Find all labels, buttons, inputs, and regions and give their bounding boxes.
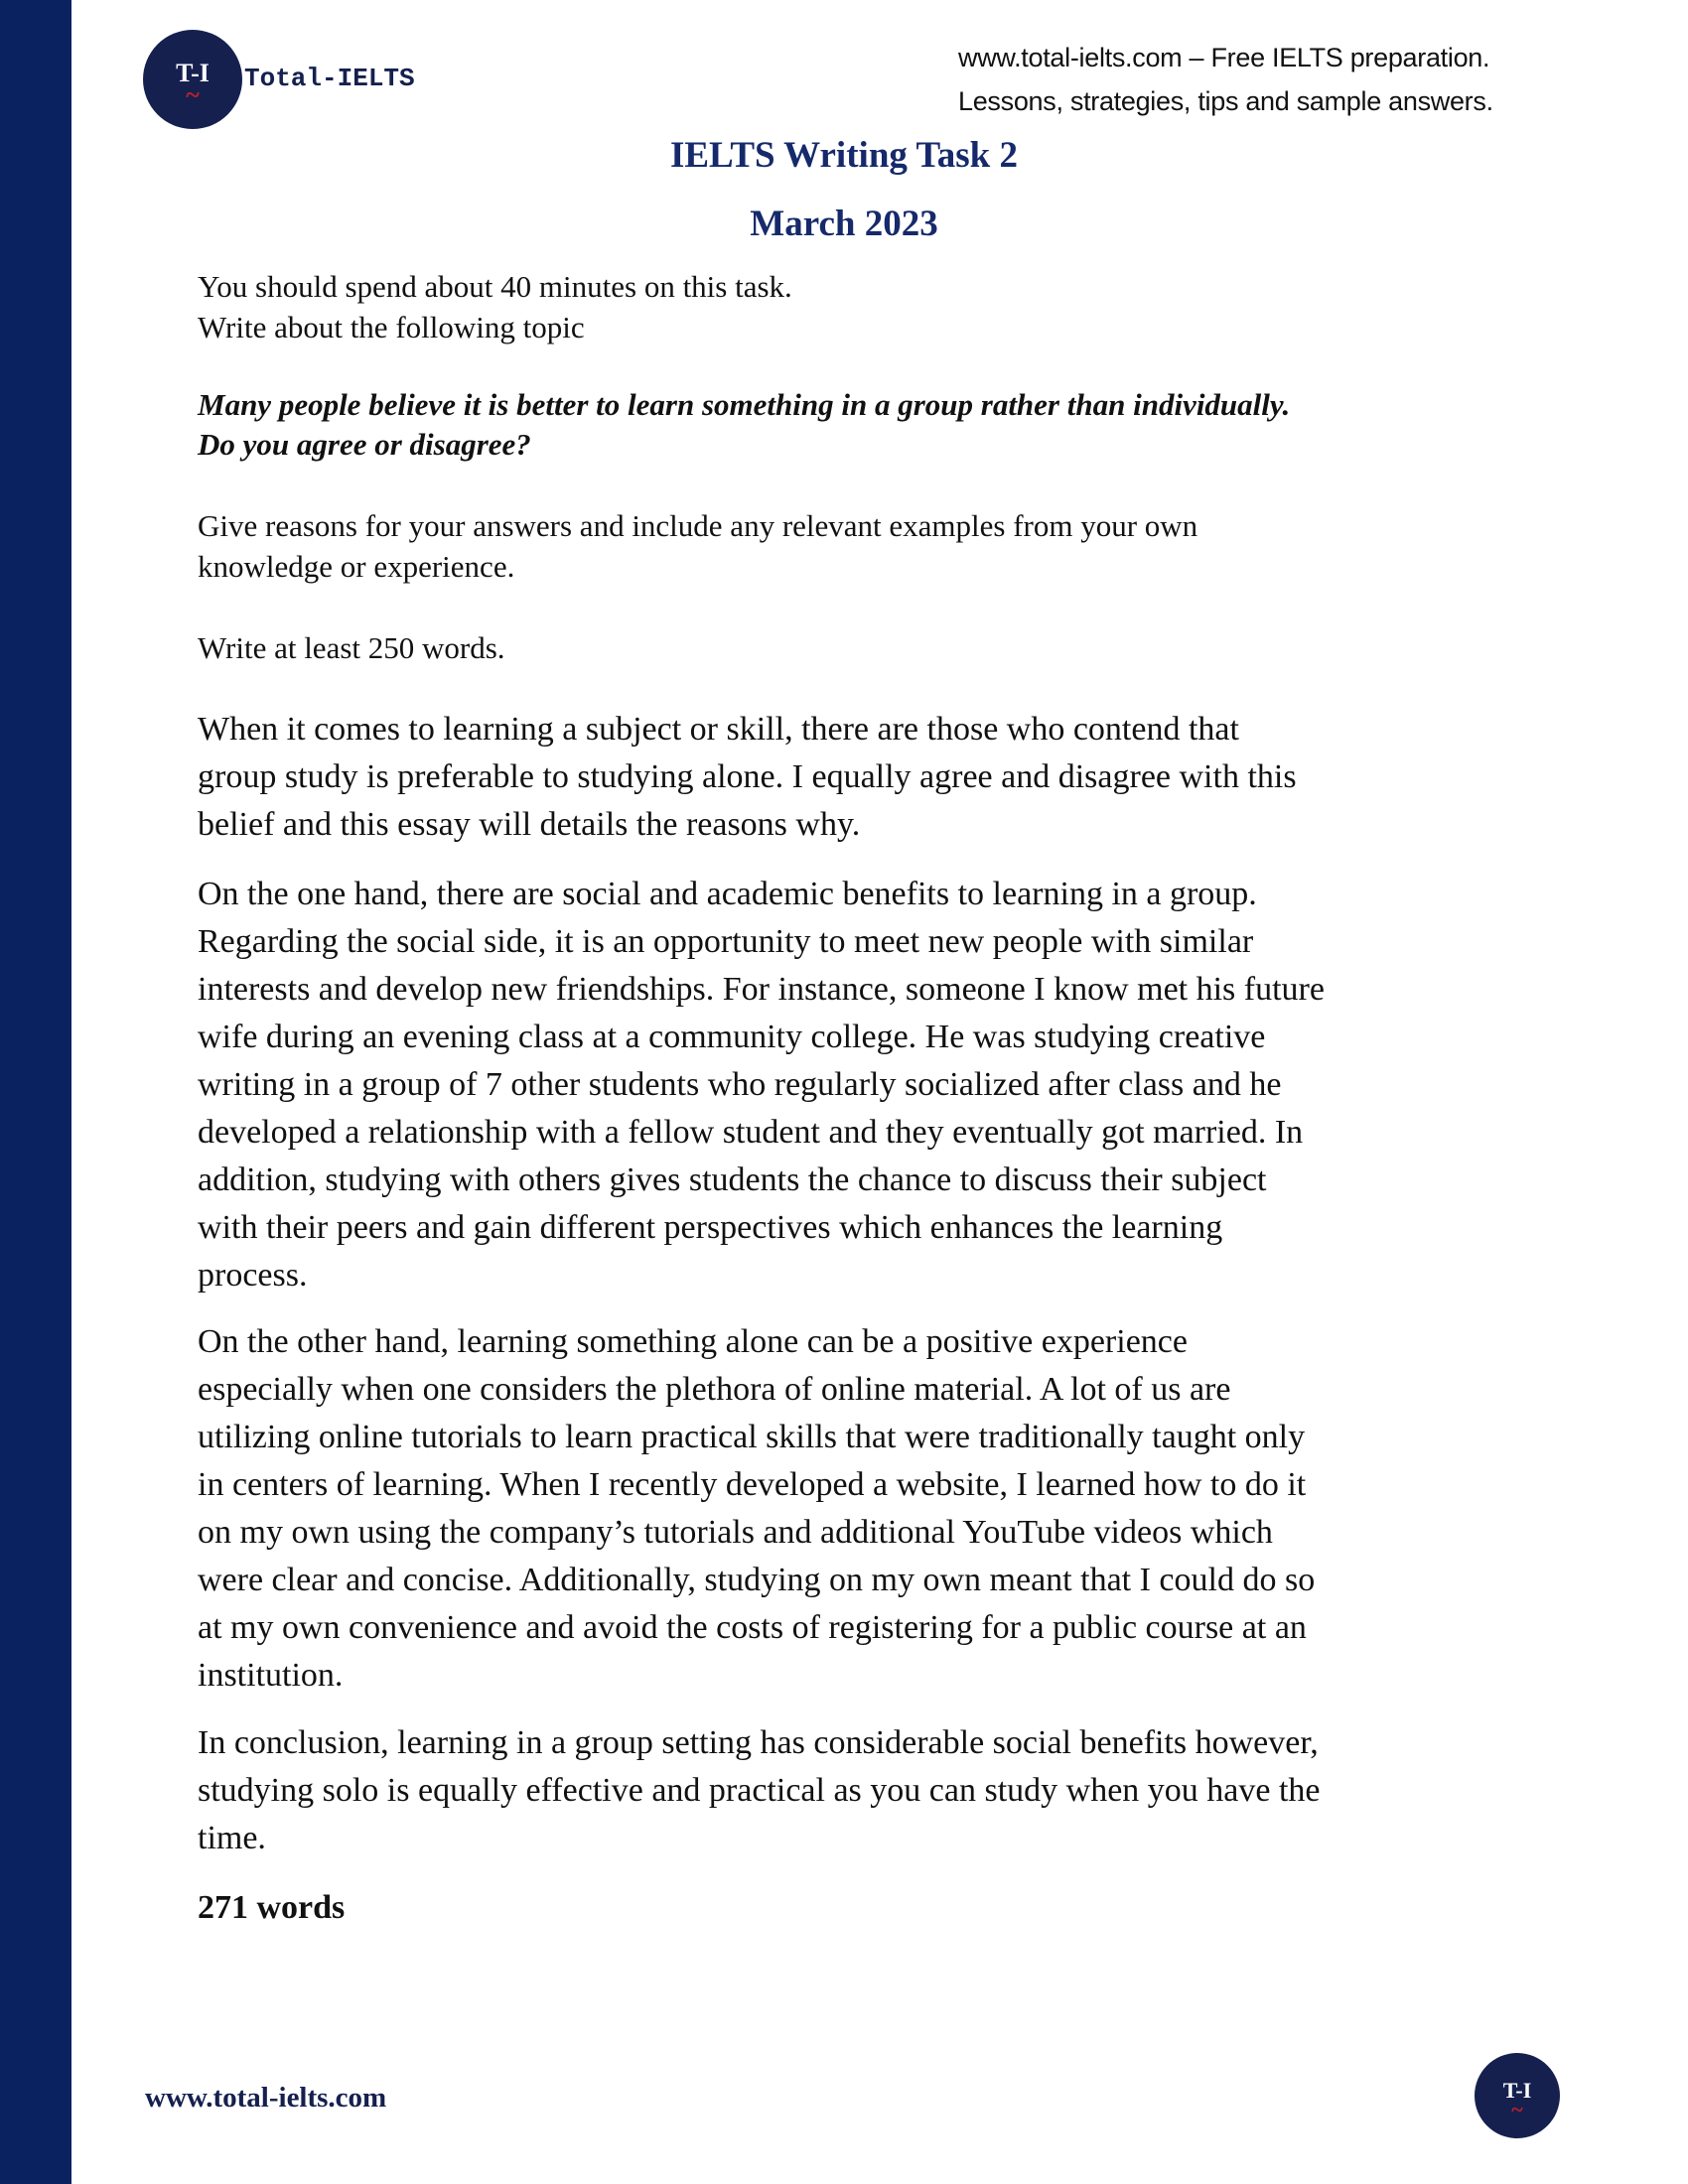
page-title: IELTS Writing Task 2 <box>669 135 1018 176</box>
footer-logo-text: T-I <box>1502 2077 1532 2103</box>
footer-logo <box>1475 2053 1560 2138</box>
text-line: Give reasons for your answers and include any relevant examples from your own <box>198 508 1198 543</box>
text-line: were clear and concise. Additionally, studying on my own meant that I could do so <box>198 1562 1316 1598</box>
text-line: Regarding the social side, it is an opportunity to meet new people with similar <box>198 923 1254 960</box>
text-line: at my own convenience and avoid the costs of registering for a public course at an <box>198 1609 1307 1646</box>
text-line: developed a relationship with a fellow student and they eventually got married. In <box>198 1114 1304 1151</box>
give-reasons <box>198 505 1197 587</box>
text-line: studying solo is equally effective and practical as you can study when you have the <box>198 1772 1321 1809</box>
footer-url-link[interactable]: www.total-ielts.com <box>145 2082 387 2114</box>
text-line: group study is preferable to studying alone. I equally agree and disagree with this <box>198 758 1297 795</box>
text-line: on my own using the company’s tutorials and additional YouTube videos which <box>198 1514 1273 1551</box>
text-line: time. <box>198 1820 266 1856</box>
text-line: knowledge or experience. <box>198 549 515 584</box>
essay-paragraph-2 <box>198 871 1325 1299</box>
brand-name: Total-IELTS <box>244 64 415 93</box>
text-line: 271 words <box>198 1889 346 1926</box>
essay-paragraph-4 <box>198 1719 1321 1862</box>
text-line: institution. <box>198 1657 344 1694</box>
header-tagline-1: www.total-ielts.com – Free IELTS preparation. <box>958 43 1490 72</box>
text-line: in centers of learning. When I recently developed a website, I learned how to do it <box>198 1466 1307 1503</box>
text-line: writing in a group of 7 other students who regularly socialized after class and he <box>198 1066 1282 1103</box>
text-line: addition, studying with others gives students the chance to discuss their subject <box>198 1161 1267 1198</box>
text-line: Write at least 250 words. <box>198 630 505 665</box>
text-line: Do you agree or disagree? <box>198 427 531 462</box>
text-line: Many people believe it is better to learn something in a group rather than individually. <box>198 387 1291 422</box>
text-line: interests and develop new friendships. For instance, someone I know met his future <box>198 971 1325 1008</box>
page-date: March 2023 <box>750 204 938 244</box>
logo-tilde-icon: ~ <box>1511 2096 1523 2121</box>
total-ielts-logo <box>143 30 242 129</box>
min-words <box>198 627 505 668</box>
text-line: especially when one considers the plethora of online material. A lot of us are <box>198 1371 1231 1408</box>
question <box>198 385 1290 465</box>
header-tagline-2: Lessons, strategies, tips and sample answers. <box>958 86 1493 116</box>
text-line: belief and this essay will details the reasons why. <box>198 806 861 843</box>
instructions <box>198 266 792 347</box>
text-line: with their peers and gain different perspectives which enhances the learning <box>198 1209 1223 1246</box>
text-line: On the one hand, there are social and academic benefits to learning in a group. <box>198 876 1257 912</box>
logo-text: T-I <box>176 58 210 87</box>
text-line: When it comes to learning a subject or skill, there are those who contend that <box>198 711 1239 748</box>
text-line: You should spend about 40 minutes on this task. <box>198 269 792 304</box>
word-count <box>198 1884 345 1932</box>
left-sidebar-bar <box>0 0 71 2184</box>
logo-tilde-icon: ~ <box>186 79 200 109</box>
essay-paragraph-1 <box>198 706 1297 849</box>
essay-paragraph-3 <box>198 1318 1315 1700</box>
text-line: process. <box>198 1257 308 1294</box>
text-line: utilizing online tutorials to learn practical skills that were traditionally taught only <box>198 1419 1306 1455</box>
text-line: On the other hand, learning something alone can be a positive experience <box>198 1323 1188 1360</box>
text-line: Write about the following topic <box>198 310 585 344</box>
text-line: wife during an evening class at a community college. He was studying creative <box>198 1019 1266 1055</box>
text-line: In conclusion, learning in a group setting has considerable social benefits however, <box>198 1724 1319 1761</box>
